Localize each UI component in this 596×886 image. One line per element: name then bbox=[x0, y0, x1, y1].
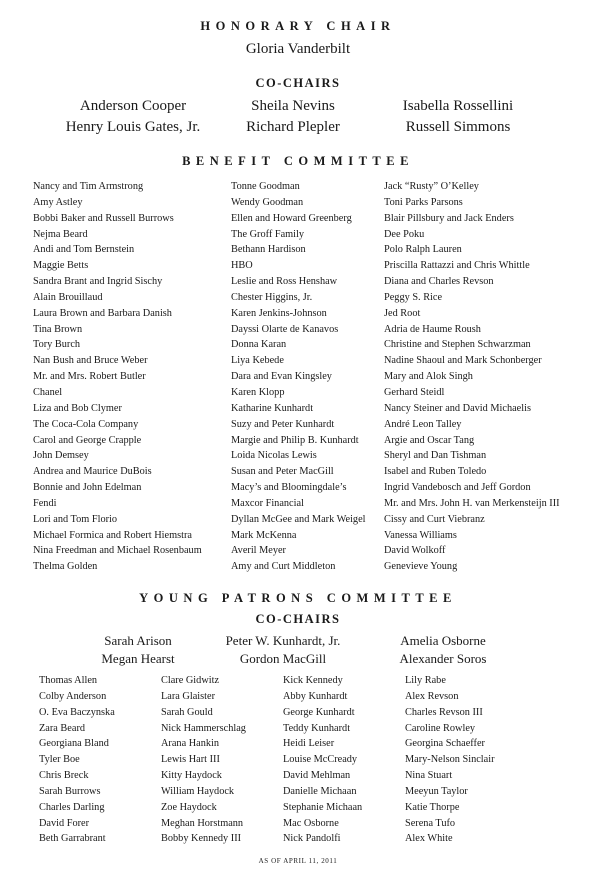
member-name: Nick Hammerschlag bbox=[161, 722, 246, 734]
member-name: Anderson Cooper bbox=[79, 98, 187, 114]
member-name: Tina Brown bbox=[33, 323, 83, 335]
member-name: Stephanie Michaan bbox=[283, 801, 363, 813]
member-name: André Leon Talley bbox=[384, 418, 462, 430]
co-chairs-list bbox=[48, 96, 548, 138]
member-name: Mark McKenna bbox=[231, 529, 297, 541]
member-name: Gerhard Steidl bbox=[384, 386, 445, 398]
young-patrons-column-4 bbox=[405, 673, 495, 847]
member-name: Sheila Nevins bbox=[251, 98, 335, 114]
member-name: Katie Thorpe bbox=[405, 801, 460, 813]
member-name: Nancy and Tim Armstrong bbox=[33, 181, 144, 192]
young-patrons-co-chairs-heading: CO-CHAIRS bbox=[255, 612, 341, 626]
member-name: Peggy S. Rice bbox=[384, 291, 443, 303]
member-name: Michael Formica and Robert Hiemstra bbox=[33, 529, 192, 541]
member-name: O. Eva Baczynska bbox=[39, 706, 115, 718]
benefit-committee-column-1 bbox=[33, 179, 202, 575]
member-name: Mr. and Mrs. Robert Butler bbox=[33, 371, 146, 383]
member-name: Adria de Haume Roush bbox=[384, 323, 481, 335]
member-name: Donna Karan bbox=[231, 339, 287, 351]
member-name: Isabel and Ruben Toledo bbox=[384, 466, 487, 478]
member-name: Mary and Alok Singh bbox=[384, 371, 473, 383]
member-name: Dyllan McGee and Mark Weigel bbox=[231, 513, 366, 525]
member-name: Dara and Evan Kingsley bbox=[231, 371, 332, 383]
member-name: Liya Kebede bbox=[231, 355, 284, 367]
member-name: Nejma Beard bbox=[33, 228, 88, 240]
member-name: Georgina Schaeffer bbox=[405, 738, 485, 750]
member-name: Nadine Shaoul and Mark Schonberger bbox=[384, 355, 542, 367]
member-name: Thelma Golden bbox=[33, 561, 98, 573]
benefit-committee-column-2 bbox=[231, 179, 366, 575]
member-name: Chris Breck bbox=[39, 770, 89, 782]
member-name: Alex White bbox=[405, 833, 453, 845]
member-name: Polo Ralph Lauren bbox=[384, 244, 462, 256]
member-name: John Demsey bbox=[33, 450, 89, 462]
member-name: Argie and Oscar Tang bbox=[384, 434, 475, 446]
member-name: Fendi bbox=[33, 497, 57, 509]
member-name: George Kunhardt bbox=[283, 706, 355, 718]
member-name: Charles Darling bbox=[39, 801, 105, 813]
member-name: Ellen and Howard Greenberg bbox=[231, 212, 352, 224]
member-name: David Wolkoff bbox=[384, 545, 446, 557]
benefit-committee-heading: BENEFIT COMMITTEE bbox=[182, 154, 414, 168]
member-name: Nina Freedman and Michael Rosenbaum bbox=[33, 545, 202, 557]
member-name: Karen Jenkins-Johnson bbox=[231, 307, 327, 319]
member-name: Carol and George Crapple bbox=[33, 434, 142, 446]
member-name: Danielle Michaan bbox=[283, 785, 357, 797]
member-name: Arana Hankin bbox=[161, 738, 220, 750]
member-name: Isabella Rossellini bbox=[402, 98, 514, 114]
member-name: Russell Simmons bbox=[405, 119, 511, 135]
member-name: The Groff Family bbox=[231, 228, 305, 240]
member-name: Bonnie and John Edelman bbox=[33, 482, 142, 494]
member-name: Peter W. Kunhardt, Jr. bbox=[225, 633, 341, 648]
member-name: Zoe Haydock bbox=[161, 801, 217, 813]
member-name: The Coca-Cola Company bbox=[33, 418, 139, 430]
member-name: Megan Hearst bbox=[101, 651, 175, 666]
member-name: Charles Revson III bbox=[405, 706, 483, 718]
member-name: Thomas Allen bbox=[39, 675, 98, 686]
member-name: Lewis Hart III bbox=[161, 754, 220, 766]
member-name: Georgiana Bland bbox=[39, 738, 109, 750]
member-name: Nina Stuart bbox=[405, 770, 453, 782]
young-patrons-column-1 bbox=[39, 673, 115, 847]
member-name: Lara Glaister bbox=[161, 690, 216, 702]
member-name: Nick Pandolfi bbox=[283, 833, 341, 845]
member-name: Colby Anderson bbox=[39, 690, 107, 702]
member-name: Ingrid Vandebosch and Jeff Gordon bbox=[384, 482, 531, 494]
member-name: Cissy and Curt Viebranz bbox=[384, 513, 485, 525]
member-name: Zara Beard bbox=[39, 722, 86, 734]
member-name: Chester Higgins, Jr. bbox=[231, 291, 313, 303]
co-chairs-heading: CO-CHAIRS bbox=[255, 76, 341, 90]
member-name: Sandra Brant and Ingrid Sischy bbox=[33, 276, 163, 288]
member-name: Laura Brown and Barbara Danish bbox=[33, 307, 172, 319]
young-patrons-committee-heading: YOUNG PATRONS COMMITTEE bbox=[139, 591, 457, 605]
member-name: Leslie and Ross Henshaw bbox=[231, 276, 338, 288]
member-name: David Mehlman bbox=[283, 770, 351, 782]
member-name: Maggie Betts bbox=[33, 260, 89, 272]
member-name: Averil Meyer bbox=[231, 545, 286, 557]
member-name: Mary-Nelson Sinclair bbox=[405, 754, 495, 766]
young-patrons-column-2 bbox=[161, 673, 246, 847]
member-name: Andrea and Maurice DuBois bbox=[33, 466, 152, 478]
member-name: Nancy Steiner and David Michaelis bbox=[384, 402, 531, 414]
member-name: Genevieve Young bbox=[384, 561, 458, 573]
member-name: HBO bbox=[231, 260, 253, 272]
member-name: Mr. and Mrs. John H. van Merkensteijn III bbox=[384, 497, 560, 509]
member-name: Tyler Boe bbox=[39, 754, 80, 766]
member-name: Katharine Kunhardt bbox=[231, 402, 314, 414]
member-name: Dee Poku bbox=[384, 228, 425, 240]
member-name: Meeyun Taylor bbox=[405, 785, 468, 797]
member-name: Bobbi Baker and Russell Burrows bbox=[33, 212, 174, 224]
member-name: Teddy Kunhardt bbox=[283, 722, 351, 734]
member-name: Nan Bush and Bruce Weber bbox=[33, 355, 148, 367]
member-name: Maxcor Financial bbox=[231, 497, 304, 509]
member-name: Lori and Tom Florio bbox=[33, 513, 118, 525]
member-name: Serena Tufo bbox=[405, 817, 456, 829]
member-name: Tory Burch bbox=[33, 339, 81, 351]
young-patrons-co-chairs-list bbox=[78, 632, 518, 668]
member-name: Sarah Burrows bbox=[39, 785, 101, 797]
member-name: Tonne Goodman bbox=[231, 181, 300, 192]
member-name: Sarah Gould bbox=[161, 706, 213, 718]
member-name: Liza and Bob Clymer bbox=[33, 402, 122, 414]
member-name: Beth Garrabrant bbox=[39, 833, 106, 845]
member-name: Vanessa Williams bbox=[384, 529, 457, 541]
member-name: David Forer bbox=[39, 817, 90, 829]
member-name: Bethann Hardison bbox=[231, 244, 306, 256]
member-name: Alex Revson bbox=[405, 690, 459, 702]
as-of-date: AS OF APRIL 11, 2011 bbox=[258, 857, 338, 865]
honorary-chair-heading: HONORARY CHAIR bbox=[200, 19, 396, 33]
member-name: Abby Kunhardt bbox=[283, 690, 348, 702]
member-name: Macy’s and Bloomingdale’s bbox=[231, 482, 347, 494]
member-name: Mac Osborne bbox=[283, 817, 339, 829]
member-name: Lily Rabe bbox=[405, 675, 446, 686]
member-name: Louise McCready bbox=[283, 754, 358, 766]
member-name: Alain Brouillaud bbox=[33, 291, 103, 303]
member-name: Amelia Osborne bbox=[400, 633, 486, 648]
member-name: Christine and Stephen Schwarzman bbox=[384, 339, 531, 351]
member-name: Loida Nicolas Lewis bbox=[231, 450, 317, 462]
member-name: Margie and Philip B. Kunhardt bbox=[231, 434, 359, 446]
member-name: Amy Astley bbox=[33, 196, 83, 208]
member-name: Alexander Soros bbox=[399, 651, 487, 666]
member-name: Sheryl and Dan Tishman bbox=[384, 450, 487, 462]
member-name: Dayssi Olarte de Kanavos bbox=[231, 323, 339, 335]
member-name: Diana and Charles Revson bbox=[384, 276, 494, 288]
member-name: Jed Root bbox=[384, 307, 421, 319]
member-name: Kitty Haydock bbox=[161, 770, 222, 782]
member-name: Suzy and Peter Kunhardt bbox=[231, 418, 335, 430]
honorary-chair-name: Gloria Vanderbilt bbox=[245, 41, 351, 57]
member-name: Susan and Peter MacGill bbox=[231, 466, 334, 478]
member-name: Kick Kennedy bbox=[283, 675, 343, 686]
member-name: Jack “Rusty” O’Kelley bbox=[384, 181, 479, 192]
member-name: Henry Louis Gates, Jr. bbox=[65, 119, 201, 135]
member-name: Gordon MacGill bbox=[239, 651, 327, 666]
member-name: Toni Parks Parsons bbox=[384, 196, 463, 208]
young-patrons-column-3 bbox=[283, 673, 362, 847]
member-name: Richard Plepler bbox=[246, 119, 340, 135]
member-name: Amy and Curt Middleton bbox=[231, 561, 336, 573]
member-name: Meghan Horstmann bbox=[161, 817, 244, 829]
member-name: Blair Pillsbury and Jack Enders bbox=[384, 212, 514, 224]
member-name: Sarah Arison bbox=[104, 633, 172, 648]
member-name: Andi and Tom Bernstein bbox=[33, 244, 135, 256]
member-name: Priscilla Rattazzi and Chris Whittle bbox=[384, 260, 530, 272]
benefit-committee-column-3 bbox=[384, 179, 560, 575]
member-name: Karen Klopp bbox=[231, 386, 285, 398]
member-name: Clare Gidwitz bbox=[161, 675, 220, 686]
member-name: Wendy Goodman bbox=[231, 196, 304, 208]
member-name: William Haydock bbox=[161, 785, 235, 797]
member-name: Caroline Rowley bbox=[405, 722, 476, 734]
member-name: Heidi Leiser bbox=[283, 738, 335, 750]
member-name: Bobby Kennedy III bbox=[161, 833, 242, 845]
member-name: Chanel bbox=[33, 386, 63, 398]
